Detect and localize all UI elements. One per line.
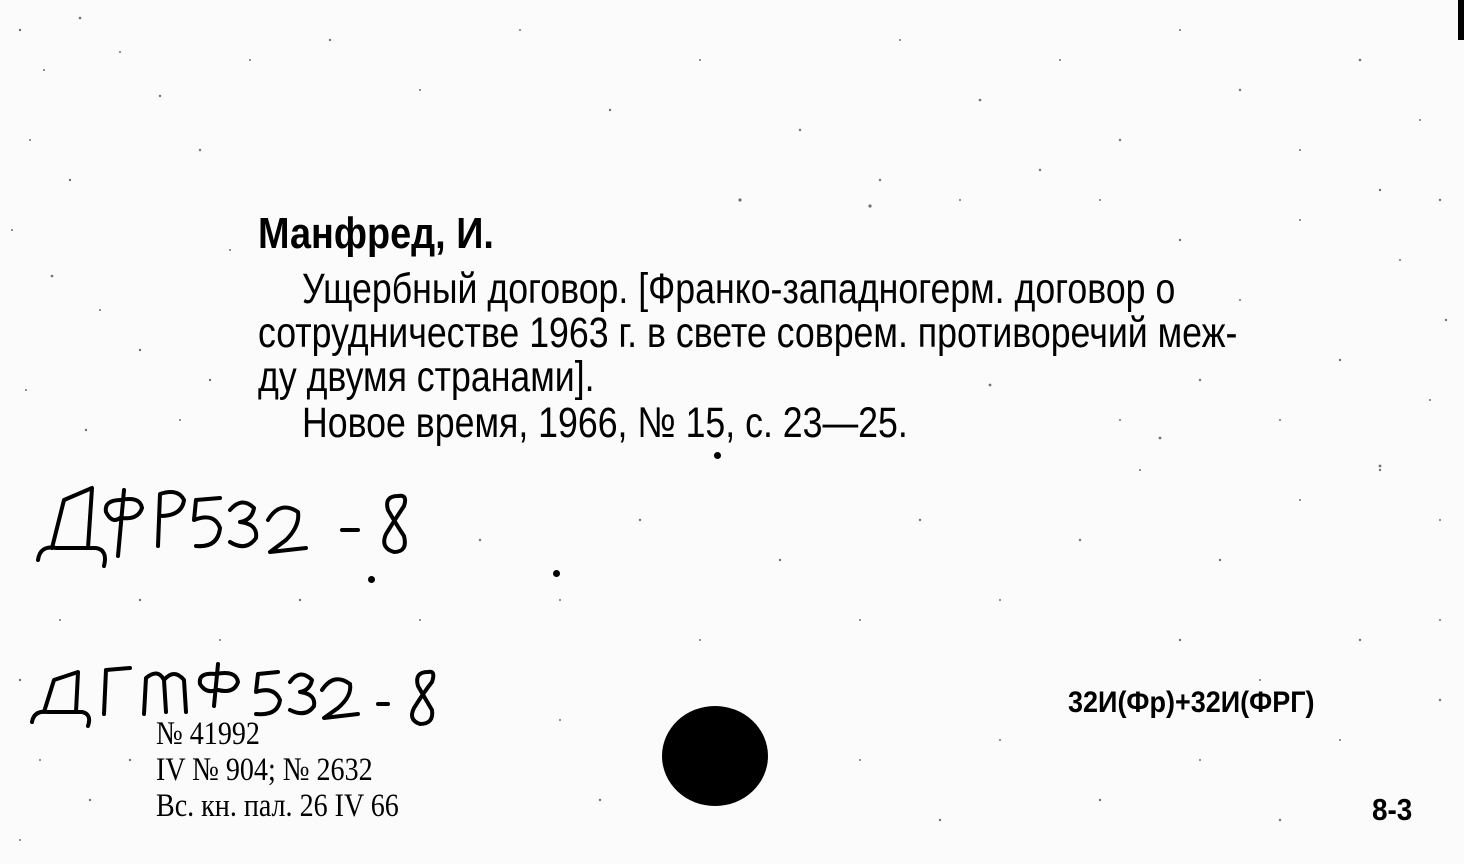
title-line-1: Ущербный договор. [Франко-западногерм. договор о [302,265,1176,313]
acquisition-date: Вс. кн. пал. 26 IV 66 [156,788,399,824]
classification-code: 32И(Фр)+32И(ФРГ) [1068,686,1315,719]
punch-hole [662,706,768,806]
ink-dot [553,570,560,577]
title-line-3: ду двумя странами]. [258,353,595,401]
card-edge-mark [1458,0,1464,40]
acquisition-number: № 41992 [156,716,260,752]
source-citation: Новое время, 1966, № 15, с. 23—25. [302,399,908,447]
author-heading: Манфред, И. [258,209,494,258]
acquisition-registry: IV № 904; № 2632 [156,752,373,788]
ink-dot [368,576,375,583]
ink-dot [714,452,721,459]
card-number: 8-3 [1372,792,1413,827]
title-line-2: сотрудничестве 1963 г. в свете соврем. противоречий меж- [258,309,1238,357]
